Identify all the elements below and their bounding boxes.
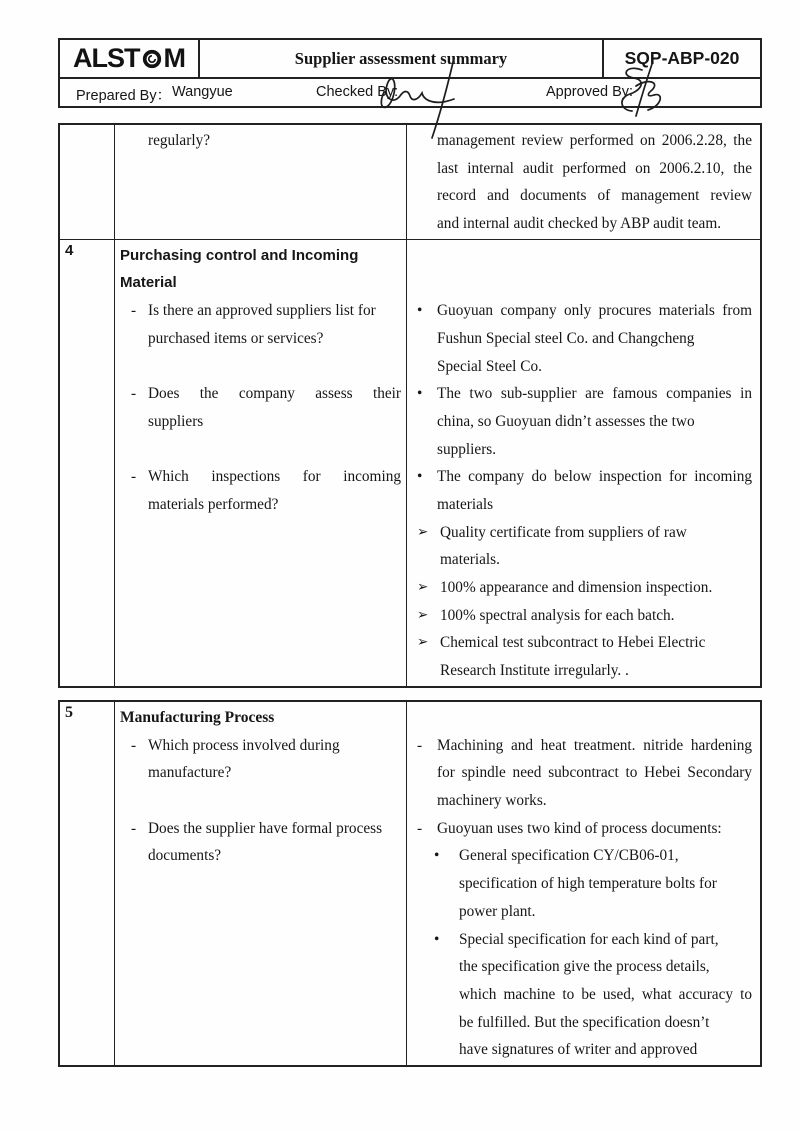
text-line <box>120 297 401 325</box>
text-line: suppliers. <box>437 440 497 458</box>
logo-text-right: M <box>163 43 185 73</box>
prepared-by-value: Wangyue <box>172 84 233 100</box>
answer-cell <box>407 125 760 239</box>
line-text: The company do below inspection for incoming <box>437 468 752 486</box>
text-line: Manufacturing Process <box>120 709 275 726</box>
table-row-5 <box>60 702 760 1065</box>
line-text: Does the company assess their <box>148 385 401 403</box>
text-line <box>120 732 401 760</box>
row-number-cell <box>60 125 115 239</box>
text-line: power plant. <box>459 902 536 920</box>
line-text: Guoyuan company only procures materials from <box>437 302 752 320</box>
row-number-cell: 4 <box>60 240 115 686</box>
text-line <box>415 815 752 843</box>
text-line <box>415 842 752 870</box>
header-row-signoff <box>60 77 760 106</box>
text-line: the specification give the process details, <box>459 958 710 976</box>
dash-bullet-icon: - <box>417 736 423 754</box>
line-text: Machining and heat treatment. nitride hardening <box>437 736 752 754</box>
document-number: SQP-ABP-020 <box>624 48 740 68</box>
logo-text-left: ALST <box>73 43 140 73</box>
line-text: Which process involved during <box>148 736 340 754</box>
text-line: Special Steel Co. <box>437 357 542 375</box>
text-line: and internal audit checked by ABP audit team. <box>437 215 722 233</box>
question-cell <box>115 240 407 686</box>
blank-line <box>415 269 752 297</box>
text-line: materials <box>437 495 494 513</box>
dash-bullet-icon: - <box>131 819 137 837</box>
text-line: Research Institute irregularly. . <box>440 662 629 680</box>
prepared-by-label: Prepared By： <box>76 88 172 104</box>
dash-bullet-icon: - <box>131 385 137 403</box>
line-text: The two sub-supplier are famous companies in <box>437 385 752 403</box>
dot-bullet-icon: • <box>434 847 440 865</box>
line-text: Quality certificate from suppliers of raw <box>440 523 687 541</box>
text-line: manufacture? <box>148 764 232 782</box>
dot-bullet-icon: • <box>417 468 423 486</box>
line-text: Does the supplier have formal process <box>148 819 383 837</box>
arrow-bullet-icon: ➢ <box>417 606 429 623</box>
arrow-bullet-icon: ➢ <box>417 523 429 540</box>
text-line: have signatures of writer and approved <box>459 1041 698 1059</box>
header-table <box>58 38 762 108</box>
text-line <box>415 297 752 325</box>
alstom-logo <box>60 40 200 77</box>
text-line <box>120 463 401 491</box>
text-line: for spindle need subcontract to Hebei Secondary <box>437 764 752 782</box>
text-line: purchased items or services? <box>148 329 324 347</box>
blank-line <box>120 787 401 815</box>
line-text: Special specification for each kind of part, <box>459 930 719 948</box>
assessment-table-section-4 <box>58 123 762 688</box>
dash-bullet-icon: - <box>417 819 423 837</box>
text-line <box>415 602 752 630</box>
text-line: Material <box>120 274 177 292</box>
answer-cell <box>407 240 760 686</box>
line-text: 100% spectral analysis for each batch. <box>440 606 675 624</box>
line-text: 100% appearance and dimension inspection. <box>440 579 713 596</box>
text-line <box>120 815 401 843</box>
text-line <box>120 380 401 408</box>
blank-line <box>120 353 401 381</box>
text-line: documents? <box>148 847 222 865</box>
text-line: last internal audit performed on 2006.2.10, the <box>437 159 752 177</box>
text-line <box>415 519 752 547</box>
question-cell <box>115 702 407 1065</box>
checked-by-label: Checked By: <box>316 84 399 100</box>
text-line <box>415 629 752 657</box>
dash-bullet-icon: - <box>131 302 137 320</box>
header-row-title <box>60 40 760 77</box>
text-line: suppliers <box>148 412 204 430</box>
approved-by-label: Approved By: <box>546 84 634 100</box>
blank-line <box>120 436 401 464</box>
text-line <box>415 380 752 408</box>
text-line: materials performed? <box>148 495 279 513</box>
line-text: Chemical test subcontract to Hebei Electric <box>440 634 706 652</box>
line-text: General specification CY/CB06-01, <box>459 847 679 865</box>
dot-bullet-icon: • <box>434 930 440 948</box>
text-line: which machine to be used, what accuracy to <box>459 985 752 1003</box>
text-line: china, so Guoyuan didn’t assesses the two <box>437 412 695 430</box>
text-line <box>415 463 752 491</box>
text-line: record and documents of management review <box>437 187 752 205</box>
assessment-table-section-5 <box>58 700 762 1067</box>
text-line: Purchasing control and Incoming <box>120 246 359 264</box>
dot-bullet-icon: • <box>417 385 423 403</box>
dash-bullet-icon: - <box>131 736 137 754</box>
text-line: be fulfilled. But the specification doesn’t <box>459 1013 710 1031</box>
text-line <box>415 574 752 602</box>
text-line: Fushun Special steel Co. and Changcheng <box>437 329 695 347</box>
text-line: specification of high temperature bolts for <box>459 875 717 893</box>
dash-bullet-icon: - <box>131 468 137 486</box>
alstom-o-swirl-icon <box>141 48 163 70</box>
arrow-bullet-icon: ➢ <box>417 579 429 595</box>
table-row-4 <box>60 239 760 686</box>
text-line <box>415 732 752 760</box>
line-text: Which inspections for incoming <box>148 468 401 486</box>
question-cell <box>115 125 407 239</box>
row-number-cell: 5 <box>60 702 115 1065</box>
blank-line <box>415 242 752 270</box>
dot-bullet-icon: • <box>417 302 423 320</box>
answer-cell <box>407 702 760 1065</box>
text-line: regularly? <box>148 132 211 149</box>
document-title: Supplier assessment summary <box>200 40 604 77</box>
line-text: Guoyuan uses two kind of process documents: <box>437 819 722 837</box>
text-line <box>415 926 752 954</box>
blank-line <box>415 704 752 732</box>
text-line: management review performed on 2006.2.28, the <box>437 132 752 149</box>
line-text: Is there an approved suppliers list for <box>148 302 376 320</box>
arrow-bullet-icon: ➢ <box>417 634 429 651</box>
text-line: materials. <box>440 551 500 569</box>
table-row-continuation <box>60 125 760 239</box>
text-line: machinery works. <box>437 792 547 810</box>
